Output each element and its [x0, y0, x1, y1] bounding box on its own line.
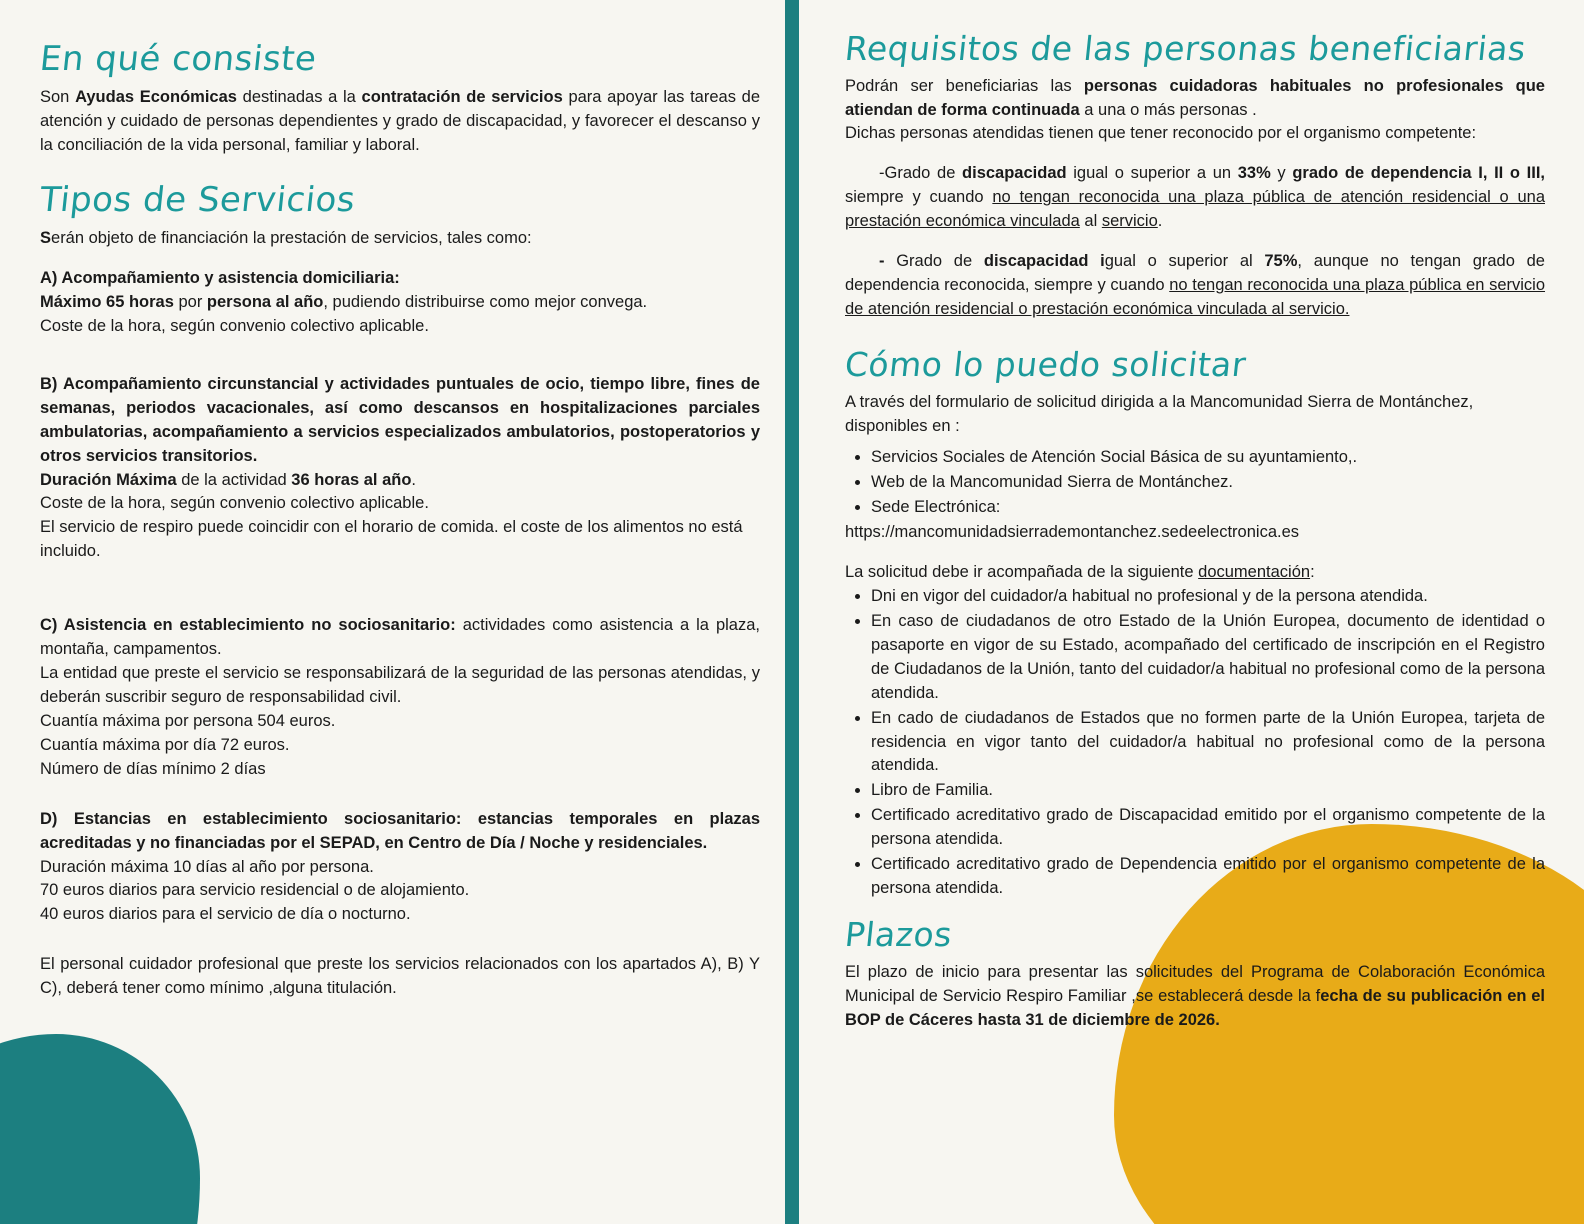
text-bold: echa de su publicación en el BOP de Cáceres hasta 31 de diciembre de 2026.	[845, 986, 1546, 1029]
heading-requisitos: Requisitos de las personas beneficiarias	[843, 29, 1528, 68]
list-canales	[845, 446, 1545, 520]
text-bold: personas cuidadoras habituales no profesionales que atiendan de forma continuada	[845, 76, 1545, 119]
text-bold: discapacidad	[962, 164, 1067, 183]
text-part: Son	[40, 87, 76, 106]
paragraph-titulacion: El personal cuidador profesional que preste los servicios relacionados con los apartados A), B) Y C), deberá tener como mínimo ,alguna titulación.	[40, 955, 760, 998]
text-underline: no tengan reconocida una plaza pública de atención residencial o una prestación económica vinculada	[845, 188, 1545, 231]
list-item: • Certificado acreditativo grado de Discapacidad emitido por el organismo competente de la persona atendida.	[871, 804, 1545, 852]
paragraph-tipos-intro	[40, 227, 760, 251]
text-bold: -	[879, 252, 897, 271]
text-bold: 75%	[1264, 252, 1298, 271]
text-part: :	[1310, 563, 1315, 582]
text-bold: C) Asistencia en establecimiento no sociosanitario:	[40, 616, 456, 635]
item-c-line2: Cuantía máxima por persona 504 euros.	[40, 711, 336, 730]
paragraph-requisitos-intro2: Dichas personas atendidas tienen que tener reconocido por el organismo competente:	[845, 124, 1477, 143]
text-part: de la actividad	[176, 470, 292, 489]
text-part: a una o más personas .	[1079, 100, 1257, 119]
paragraph-plazos	[845, 961, 1545, 1033]
text-part: .	[1157, 212, 1163, 231]
paragraph-en-que-consiste	[40, 86, 760, 158]
text-part: por	[173, 292, 207, 311]
item-d-line1: Duración máxima 10 días al año por persona.	[40, 857, 374, 876]
text-part: destinadas a la	[236, 87, 362, 106]
paragraph-requisitos-intro	[845, 75, 1545, 123]
item-b-line3: El servicio de respiro puede coincidir con el horario de comida. el coste de los alimentos no está incluido.	[40, 518, 743, 561]
text-part: erán objeto de financiación la prestación de servicios, tales como:	[51, 229, 532, 248]
text-underline: documentación	[1198, 563, 1311, 582]
list-item: • Dni en vigor del cuidador/a habitual no profesional y de la persona atendida.	[871, 585, 1545, 609]
paragraph-documentacion-intro	[845, 561, 1545, 585]
item-d-line3: 40 euros diarios para el servicio de día o nocturno.	[40, 905, 411, 924]
item-d-title	[40, 808, 760, 856]
list-item: • Sede Electrónica:	[871, 496, 1545, 520]
list-item: • Libro de Familia.	[871, 779, 1545, 803]
item-b-line2: Coste de la hora, según convenio colectivo aplicable.	[40, 494, 429, 513]
text-part: El plazo de inicio para presentar las solicitudes del Programa de Colaboración Económica Municipal de Servicio Respiro Familiar ,se establecerá desde la f	[845, 962, 1545, 1005]
text-part: igual o superior a un	[1066, 164, 1238, 183]
left-column	[37, 0, 761, 1001]
text-part: La solicitud debe ir acompañada de la siguiente	[845, 563, 1199, 582]
item-a-line2: Coste de la hora, según convenio colectivo aplicable.	[40, 316, 429, 335]
item-c-title	[40, 614, 760, 662]
requisito-1	[845, 162, 1545, 234]
text-part: al	[1079, 212, 1102, 231]
text-bold: B) Acompañamiento circunstancial y actividades puntuales de ocio, tiempo libre, fines de semanas, periodos vacacionales, así como descansos en hospitalizaciones parciales ambulatorias, acompañamiento a servicios especializados ambulatorios, postoperatorios y otros servicios transitorios.	[40, 374, 760, 465]
text-part: , pudiendo distribuirse como mejor convega.	[323, 292, 648, 311]
text-part: siempre y cuando	[845, 188, 993, 207]
item-b-title	[40, 373, 760, 469]
right-column	[845, 0, 1545, 1032]
text-bold: Máximo 65 horas	[40, 292, 174, 311]
text-part: , aunque no tengan grado de dependencia reconocida, siempre y cuando	[845, 252, 1545, 295]
text-part: .	[411, 470, 417, 489]
text-bold: discapacidad i	[983, 252, 1105, 271]
list-item: • En caso de ciudadanos de otro Estado de la Unión Europea, documento de identidad o pasaporte en vigor de su Estado, acompañado del certificado de inscripción en el Registro de Ciudadanos de la Unión, tanto del cuidador/a habitual no profesional como de la persona atendida.	[871, 610, 1545, 706]
text-part: actividades como asistencia a la plaza, montaña, campamentos.	[40, 616, 760, 659]
item-a-line1	[40, 291, 760, 315]
text-part: Grado de	[896, 252, 984, 271]
list-item: • Web de la Mancomunidad Sierra de Montánchez.	[871, 471, 1545, 495]
text-part: para apoyar las tareas de atención y cuidado de personas dependientes y grado de discapacidad, y favorecer el descanso y la conciliación de la vida personal, familiar y laboral.	[40, 87, 761, 154]
paragraph-solicitud-intro: A través del formulario de solicitud dirigida a la Mancomunidad Sierra de Montánchez, disponibles en :	[845, 392, 1474, 435]
item-d-line2: 70 euros diarios para servicio residencial o de alojamiento.	[40, 881, 470, 900]
text-bold: A) Acompañamiento y asistencia domiciliaria:	[40, 269, 400, 288]
text-bold: Duración Máxima	[40, 470, 177, 489]
heading-como-solicitar: Cómo lo puedo solicitar	[843, 344, 1249, 384]
heading-tipos-de-servicios: Tipos de Servicios	[37, 180, 358, 221]
text-bold: 33%	[1237, 164, 1271, 183]
text-bold: 36 horas al año	[291, 470, 412, 489]
item-b-line1	[40, 469, 760, 493]
text-bold: persona al año	[206, 292, 324, 311]
text-bold: contratación de servicios	[361, 87, 563, 106]
item-c-line4: Número de días mínimo 2 días	[40, 759, 266, 778]
text-bold: S	[40, 229, 52, 248]
text-part: -Grado de	[879, 164, 963, 183]
list-item: • En cado de ciudadanos de Estados que no formen parte de la Unión Europea, tarjeta de residencia en vigor tanto del cuidador/a habitual no profesional como de la persona atendida.	[871, 707, 1545, 779]
text-bold: Ayudas Económicas	[75, 87, 237, 106]
list-item: • Certificado acreditativo grado de Dependencia emitido por el organismo competente de la persona atendida.	[871, 853, 1545, 901]
list-documentacion	[845, 585, 1545, 901]
sede-electronica-url[interactable]: https://mancomunidadsierrademontanchez.sedeelectronica.es	[845, 523, 1300, 542]
item-c-line3: Cuantía máxima por día 72 euros.	[40, 735, 290, 754]
text-underline: servicio	[1101, 212, 1158, 231]
text-bold: grado de dependencia I, II o III,	[1292, 164, 1545, 183]
text-part: Podrán ser beneficiarias las	[845, 76, 1084, 95]
item-c-line1: La entidad que preste el servicio se responsabilizará de la seguridad de las personas atendidas, y deberán suscribir seguro de responsabilidad civil.	[40, 664, 760, 706]
text-underline: no tengan reconocida una plaza pública en servicio de atención residencial o prestación económica vinculada al servicio.	[845, 276, 1546, 319]
heading-en-que-consiste: En qué consiste	[37, 39, 319, 79]
text-part: gual o superior al	[1104, 252, 1265, 271]
text-part: y	[1270, 164, 1293, 183]
column-divider	[785, 0, 799, 1224]
item-a-title	[40, 267, 760, 291]
teal-blob-decoration	[0, 1034, 200, 1224]
text-bold: D) Estancias en establecimiento sociosanitario: estancias temporales en plazas acreditadas y no financiadas por el SEPAD, en Centro de Día / Noche y residenciales.	[40, 809, 760, 852]
requisito-2	[845, 250, 1545, 322]
list-item: • Servicios Sociales de Atención Social Básica de su ayuntamiento,.	[871, 446, 1545, 470]
heading-plazos: Plazos	[843, 915, 955, 955]
